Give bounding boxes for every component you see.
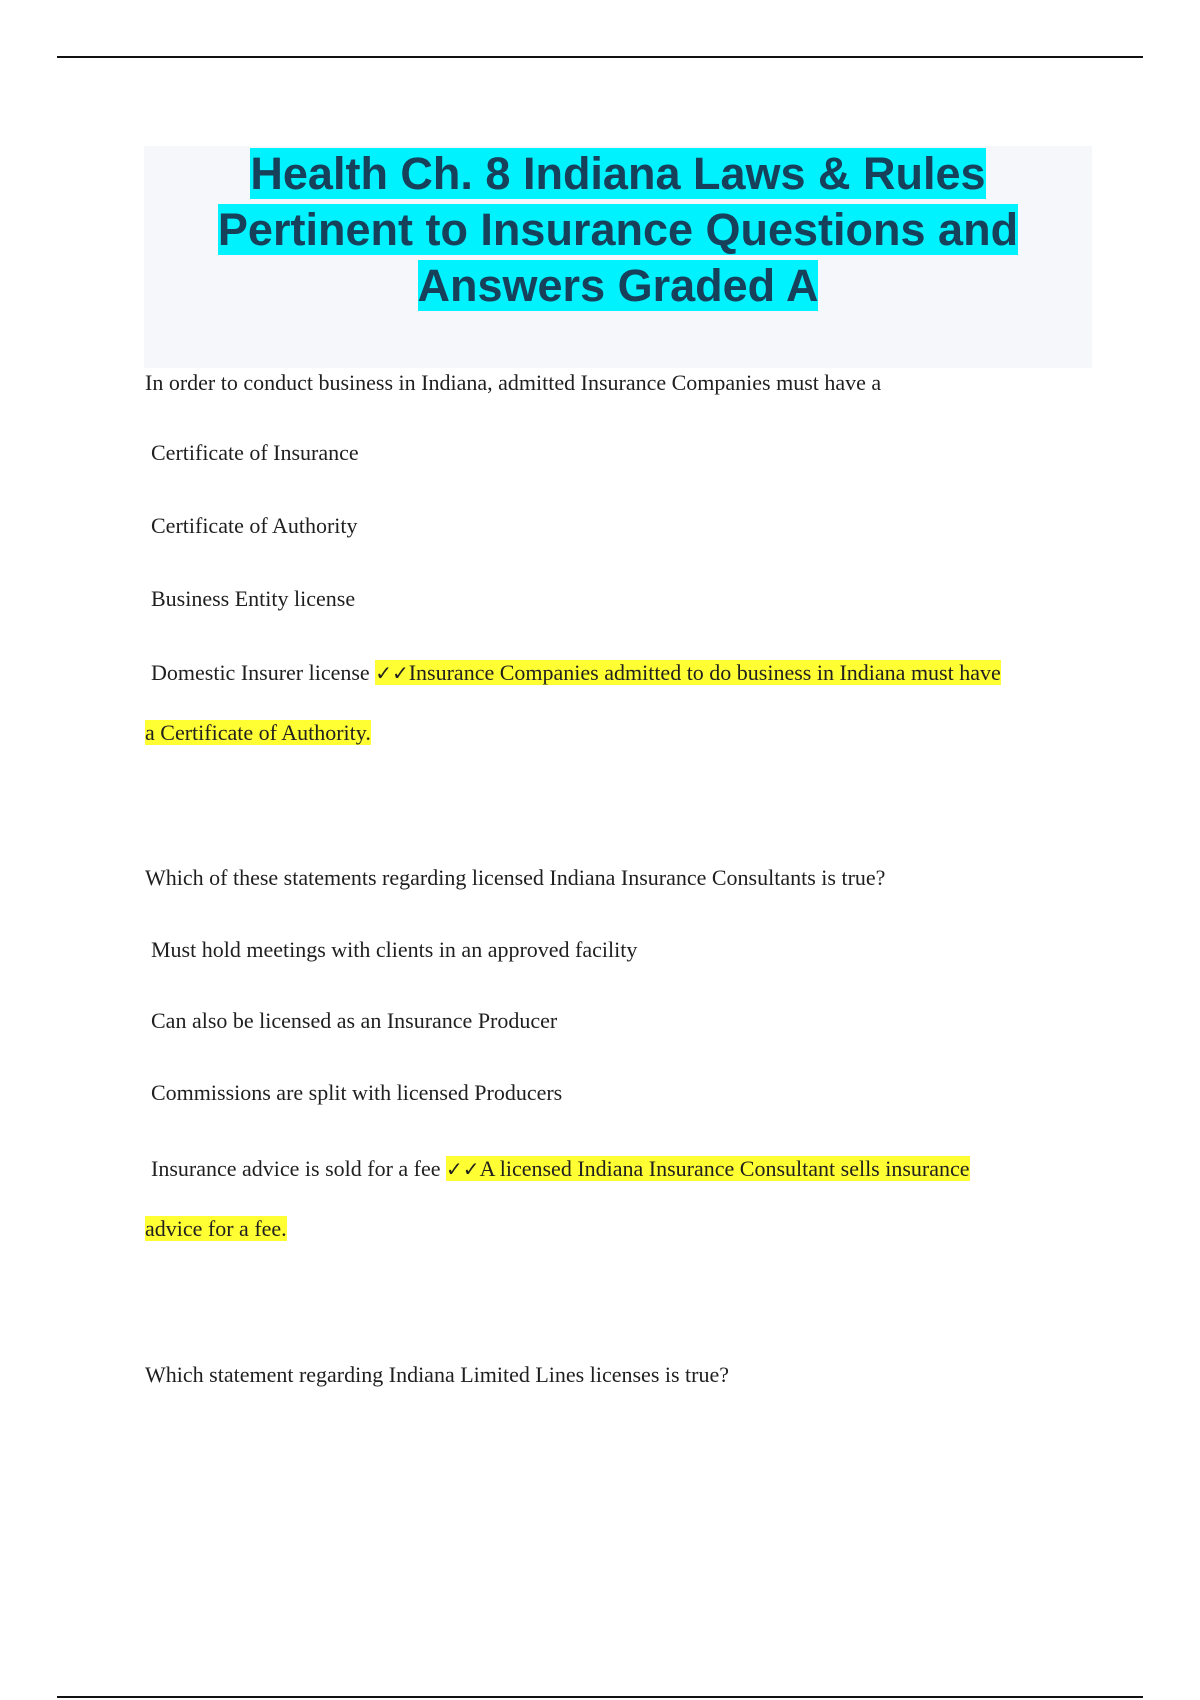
question-1: In order to conduct business in Indiana, admitted Insurance Companies must have a <box>145 370 882 395</box>
title-line-2: Pertinent to Insurance Questions and <box>217 204 1019 255</box>
question-3: Which statement regarding Indiana Limited Lines licenses is true? <box>145 1362 730 1387</box>
title-banner <box>144 146 1092 368</box>
question-2-answer-highlight <box>446 1156 970 1181</box>
document-title <box>144 146 1092 314</box>
title-line-3: Answers Graded A <box>417 260 819 311</box>
question-2-answer-text: A licensed Indiana Insurance Consultant sells insurance <box>479 1156 970 1181</box>
question-1-answer-continued: a Certificate of Authority. <box>145 720 371 745</box>
question-1-option-b: Certificate of Authority <box>151 513 358 538</box>
question-1-answer-text: Insurance Companies admitted to do business in Indiana must have <box>408 660 1001 685</box>
bottom-rule <box>57 1696 1143 1698</box>
check-icon: ✓✓ <box>446 1157 480 1181</box>
question-1-answer-highlight <box>375 660 1001 685</box>
question-2-answer-block <box>145 1139 1095 1259</box>
question-2-option-b: Can also be licensed as an Insurance Producer <box>151 1008 558 1033</box>
check-icon: ✓✓ <box>375 661 409 685</box>
title-line-1: Health Ch. 8 Indiana Laws & Rules <box>250 148 986 199</box>
question-1-option-a: Certificate of Insurance <box>151 440 359 465</box>
question-2-option-d: Insurance advice is sold for a fee <box>151 1156 441 1181</box>
question-1-answer-block <box>145 643 1095 763</box>
question-2: Which of these statements regarding licensed Indiana Insurance Consultants is true? <box>145 865 886 890</box>
question-2-option-c: Commissions are split with licensed Producers <box>151 1080 563 1105</box>
question-1-option-c: Business Entity license <box>151 586 356 611</box>
top-rule <box>57 56 1143 58</box>
question-2-answer-continued: advice for a fee. <box>145 1216 287 1241</box>
question-1-option-d: Domestic Insurer license <box>151 660 370 685</box>
question-2-option-a: Must hold meetings with clients in an approved facility <box>151 937 638 962</box>
